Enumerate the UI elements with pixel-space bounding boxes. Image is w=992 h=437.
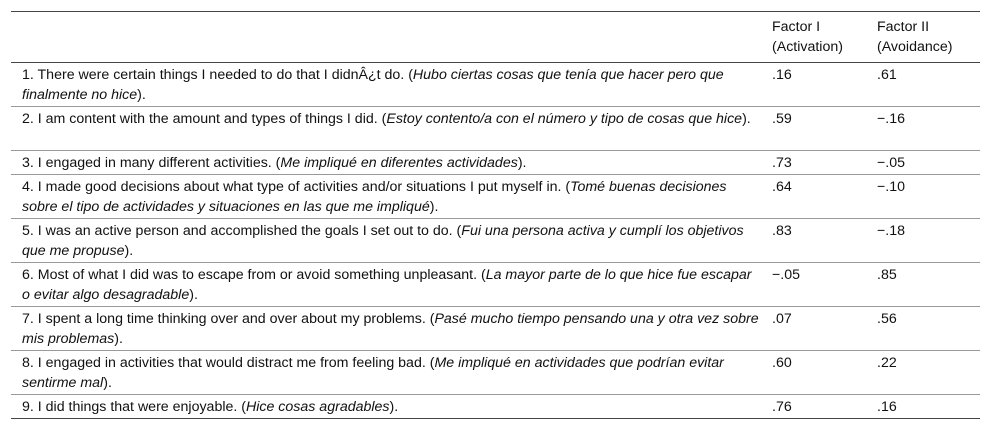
header-factor-2 [871, 12, 980, 63]
item-spanish: Pasé mucho tiempo pensando una y otra vez sobre mis problemas [22, 311, 759, 347]
factor-1-value: .59 [772, 111, 792, 127]
item-cell [11, 175, 766, 219]
factor-2-value: .56 [877, 311, 897, 327]
item-spanish: Hubo ciertas cosas que tenía que hacer pero que finalmente no hice [22, 67, 724, 103]
factor-1-value: .64 [772, 179, 792, 195]
factor-2-value: .16 [877, 399, 897, 415]
item-spanish: Hice cosas agradables [245, 399, 390, 415]
item-end: ). [103, 375, 112, 391]
item-english: 1. There were certain things I needed to do that I didnÂ¿t do. ( [22, 67, 413, 83]
factor-loadings-table [11, 11, 980, 419]
table-row [11, 219, 980, 263]
factor-1-value: .73 [772, 155, 792, 171]
factor-1-value: .16 [772, 67, 792, 83]
item-english: 8. I engaged in activities that would distract me from feeling bad. ( [22, 355, 435, 371]
item-spanish: Tomé buenas decisiones sobre el tipo de actividades y situaciones en las que me impliqué [22, 179, 727, 215]
item-cell [11, 263, 766, 307]
header-item [11, 12, 766, 63]
header-row [11, 12, 980, 63]
factor-2-value: −.10 [877, 179, 906, 195]
item-spanish: Estoy contento/a con el número y tipo de cosas que hice [386, 111, 743, 127]
table-row [11, 151, 980, 175]
item-end: ). [114, 331, 123, 347]
item-end: ). [137, 87, 146, 103]
header-factor-2-label: (Avoidance) [877, 39, 953, 55]
factor-2-value: .85 [877, 267, 897, 283]
item-cell [11, 351, 766, 395]
table-row [11, 175, 980, 219]
factor-2-value: −.18 [877, 223, 906, 239]
item-english: 5. I was an active person and accomplished the goals I set out to do. ( [22, 223, 462, 239]
factor-2-value: .61 [877, 67, 897, 83]
factor-2-value: −.05 [877, 155, 906, 171]
factor-1-value: .83 [772, 223, 792, 239]
table-row [11, 263, 980, 307]
table-row [11, 107, 980, 151]
factor-loadings-table-container [11, 11, 980, 419]
item-spanish: Me impliqué en actividades que podrían evitar sentirme mal [22, 355, 724, 391]
item-cell [11, 63, 766, 107]
item-cell [11, 107, 766, 151]
item-end: ). [124, 243, 134, 259]
item-spanish: La mayor parte de lo que hice fue escapar o evitar algo desagradable [22, 267, 752, 303]
header-factor-1 [766, 12, 871, 63]
factor-1-value: .60 [772, 355, 792, 371]
item-english: 7. I spent a long time thinking over and over about my problems. ( [22, 311, 435, 327]
factor-1-value: −.05 [772, 267, 801, 283]
table-row [11, 307, 980, 351]
item-end: ). [189, 287, 198, 303]
table-row [11, 351, 980, 395]
item-end: ). [517, 155, 527, 171]
item-end: ). [429, 199, 439, 215]
header-factor-1-name: Factor I [772, 19, 821, 35]
item-english: 4. I made good decisions about what type of activities and/or situations I put myself in. ( [22, 179, 571, 195]
item-english: 3. I engaged in many different activities. ( [22, 155, 281, 171]
item-cell [11, 395, 766, 419]
item-cell [11, 151, 766, 175]
item-cell [11, 219, 766, 263]
item-english: 6. Most of what I did was to escape from or avoid something unpleasant. ( [22, 267, 486, 283]
item-english: 2. I am content with the amount and types of things I did. ( [22, 111, 387, 127]
item-spanish: Me impliqué en diferentes actividades [280, 155, 518, 171]
item-end: ). [389, 399, 399, 415]
header-factor-2-name: Factor II [877, 19, 930, 35]
table-row [11, 395, 980, 419]
item-english: 9. I did things that were enjoyable. ( [22, 399, 246, 415]
header-factor-1-label: (Activation) [772, 39, 843, 55]
table-header [11, 12, 980, 63]
item-spanish: Fui una persona activa y cumplí los objetivos que me propuse [22, 223, 744, 259]
item-cell [11, 307, 766, 351]
factor-2-value: −.16 [877, 111, 906, 127]
factor-1-value: .07 [772, 311, 792, 327]
table-body [11, 63, 980, 419]
item-end: ). [742, 111, 751, 127]
factor-1-value: .76 [772, 399, 792, 415]
table-row [11, 63, 980, 107]
factor-2-value: .22 [877, 355, 897, 371]
